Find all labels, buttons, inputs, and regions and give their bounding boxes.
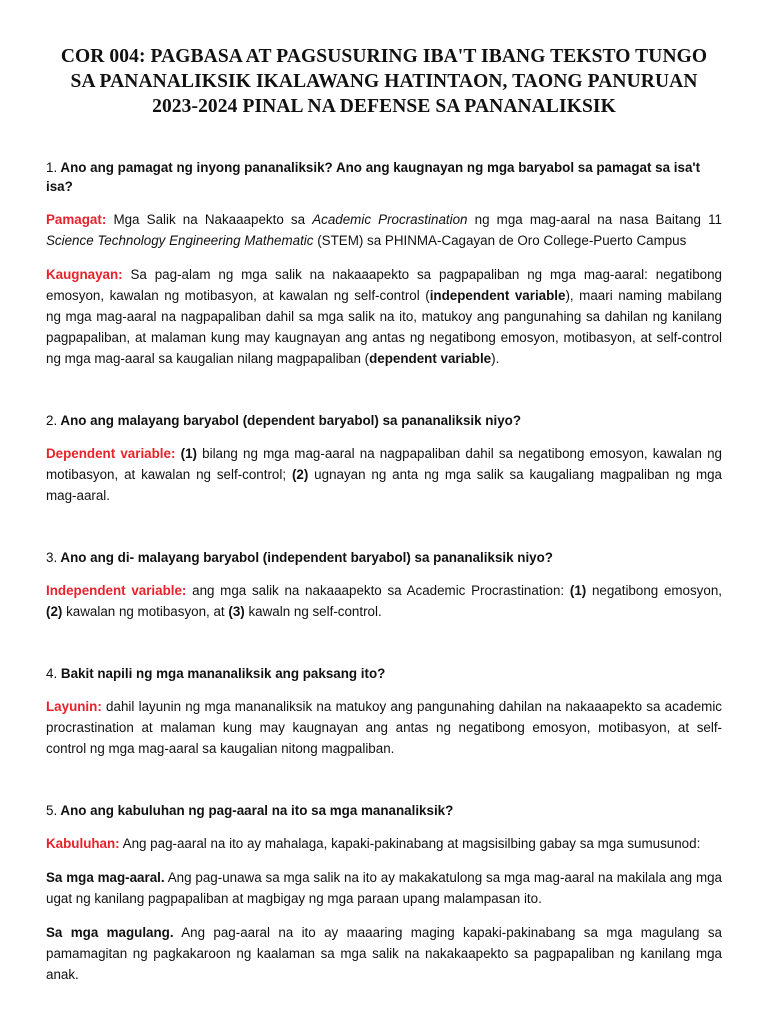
magulang-label: Sa mga magulang. [46, 925, 174, 940]
independent-variable-answer: Independent variable: ang mga salik na nakaaapekto sa Academic Procrastination: (1) negatibong emosyon, (2) kawalan ng motibasyon, at (3) kawaln ng self-control. [46, 583, 722, 619]
question-5: 5. Ano ang kabuluhan ng pag-aaral na ito sa mga mananaliksik? [46, 803, 454, 818]
title-line: 2023-2024 PINAL NA DEFENSE SA PANANALIKSIK [152, 96, 616, 117]
mag-aaral-paragraph: Sa mga mag-aaral. Ang pag-unawa sa mga salik na ito ay makakatulong sa mga mag-aaral na makilala ang mga ugat ng kanilang pagpapaliban at magbigay ng mga paraan upang malampasan ito. [46, 870, 722, 906]
magulang-paragraph: Sa mga magulang. Ang pag-aaral na ito ay maaaring maging kapaki-pakinabang sa mga magulang sa pamamagitan ng pagkakaroon ng kaalaman sa mga salik na nakakaapekto sa pagpapaliban ng kanilang mga anak. [46, 925, 723, 982]
layunin-answer: Layunin: dahil layunin ng mga mananaliksik na matukoy ang pangunahing dahilan na nakaaapekto sa academic procrastination at malaman kung may kaugnayan ang antas ng negatibong emosyon, motibasyon, at self- control ng mga mag-aaral sa kaugalian nitong magpaliban. [46, 699, 722, 756]
layunin-label: Layunin: [46, 699, 102, 714]
kabuluhan-answer: Kabuluhan: Ang pag-aaral na ito ay mahalaga, kapaki-pakinabang at magsisilbing gabay sa mga sumusunod: [46, 836, 701, 851]
title-line: COR 004: PAGBASA AT PAGSUSURING IBA'T IBANG TEKSTO TUNGO [60, 46, 708, 67]
dependent-variable-answer: Dependent variable: (1) bilang ng mga mag-aaral na nagpapaliban dahil sa negatibong emosyon, kawalan ng motibasyon, at kawalan ng self-control; (2) ugnayan ng anta ng mga salik sa kaugaliang magpaliban ng mga mag-aaral. [46, 446, 723, 503]
mag-aaral-label: Sa mga mag-aaral. [46, 870, 165, 885]
document-title [46, 44, 722, 119]
question-3: 3. Ano ang di- malayang baryabol (independent baryabol) sa pananaliksik niyo? [46, 550, 553, 565]
kaugnayan-label: Kaugnayan: [46, 267, 123, 282]
kaugnayan-answer: Kaugnayan: Sa pag-alam ng mga salik na nakaaapekto sa pagpapaliban ng mga mag-aaral: negatibong emosyon, kawalan ng motibasyon, at kawalan ng self-control (independent variable), maari naming mabilang ng mga mag-aaral na nagpapaliban dahil sa mga salik na ito, matukoy ang pangunahing sa dahilan ng kanilang pagpapaliban, at malaman kung may kaugnayan ang antas ng negatibong emosyon, motibasyon, at self-control ng mga mag-aaral sa kaugalian nilang magpapaliban (dependent variable). [46, 267, 722, 366]
question-1: 1. Ano ang pamagat ng inyong pananaliksik? Ano ang kaugnayan ng mga baryabol sa pamagat sa isa't isa? [46, 160, 701, 194]
pamagat-label: Pamagat: [46, 212, 107, 227]
pamagat-answer: Pamagat: Mga Salik na Nakaaapekto sa Academic Procrastination ng mga mag-aaral na nasa Baitang 11 Science Technology Engineering Mathematic (STEM) sa PHINMA-Cagayan de Oro College-Puerto Campus [46, 212, 723, 248]
question-2: 2. Ano ang malayang baryabol (dependent baryabol) sa pananaliksik niyo? [46, 413, 522, 428]
title-line: SA PANANALIKSIK IKALAWANG HATINTAON, TAONG PANURUAN [70, 71, 698, 92]
question-4: 4. Bakit napili ng mga mananaliksik ang paksang ito? [46, 666, 386, 681]
independent-variable-label: Independent variable: [46, 583, 187, 598]
dependent-variable-label: Dependent variable: [46, 446, 176, 461]
kabuluhan-label: Kabuluhan: [46, 836, 120, 851]
